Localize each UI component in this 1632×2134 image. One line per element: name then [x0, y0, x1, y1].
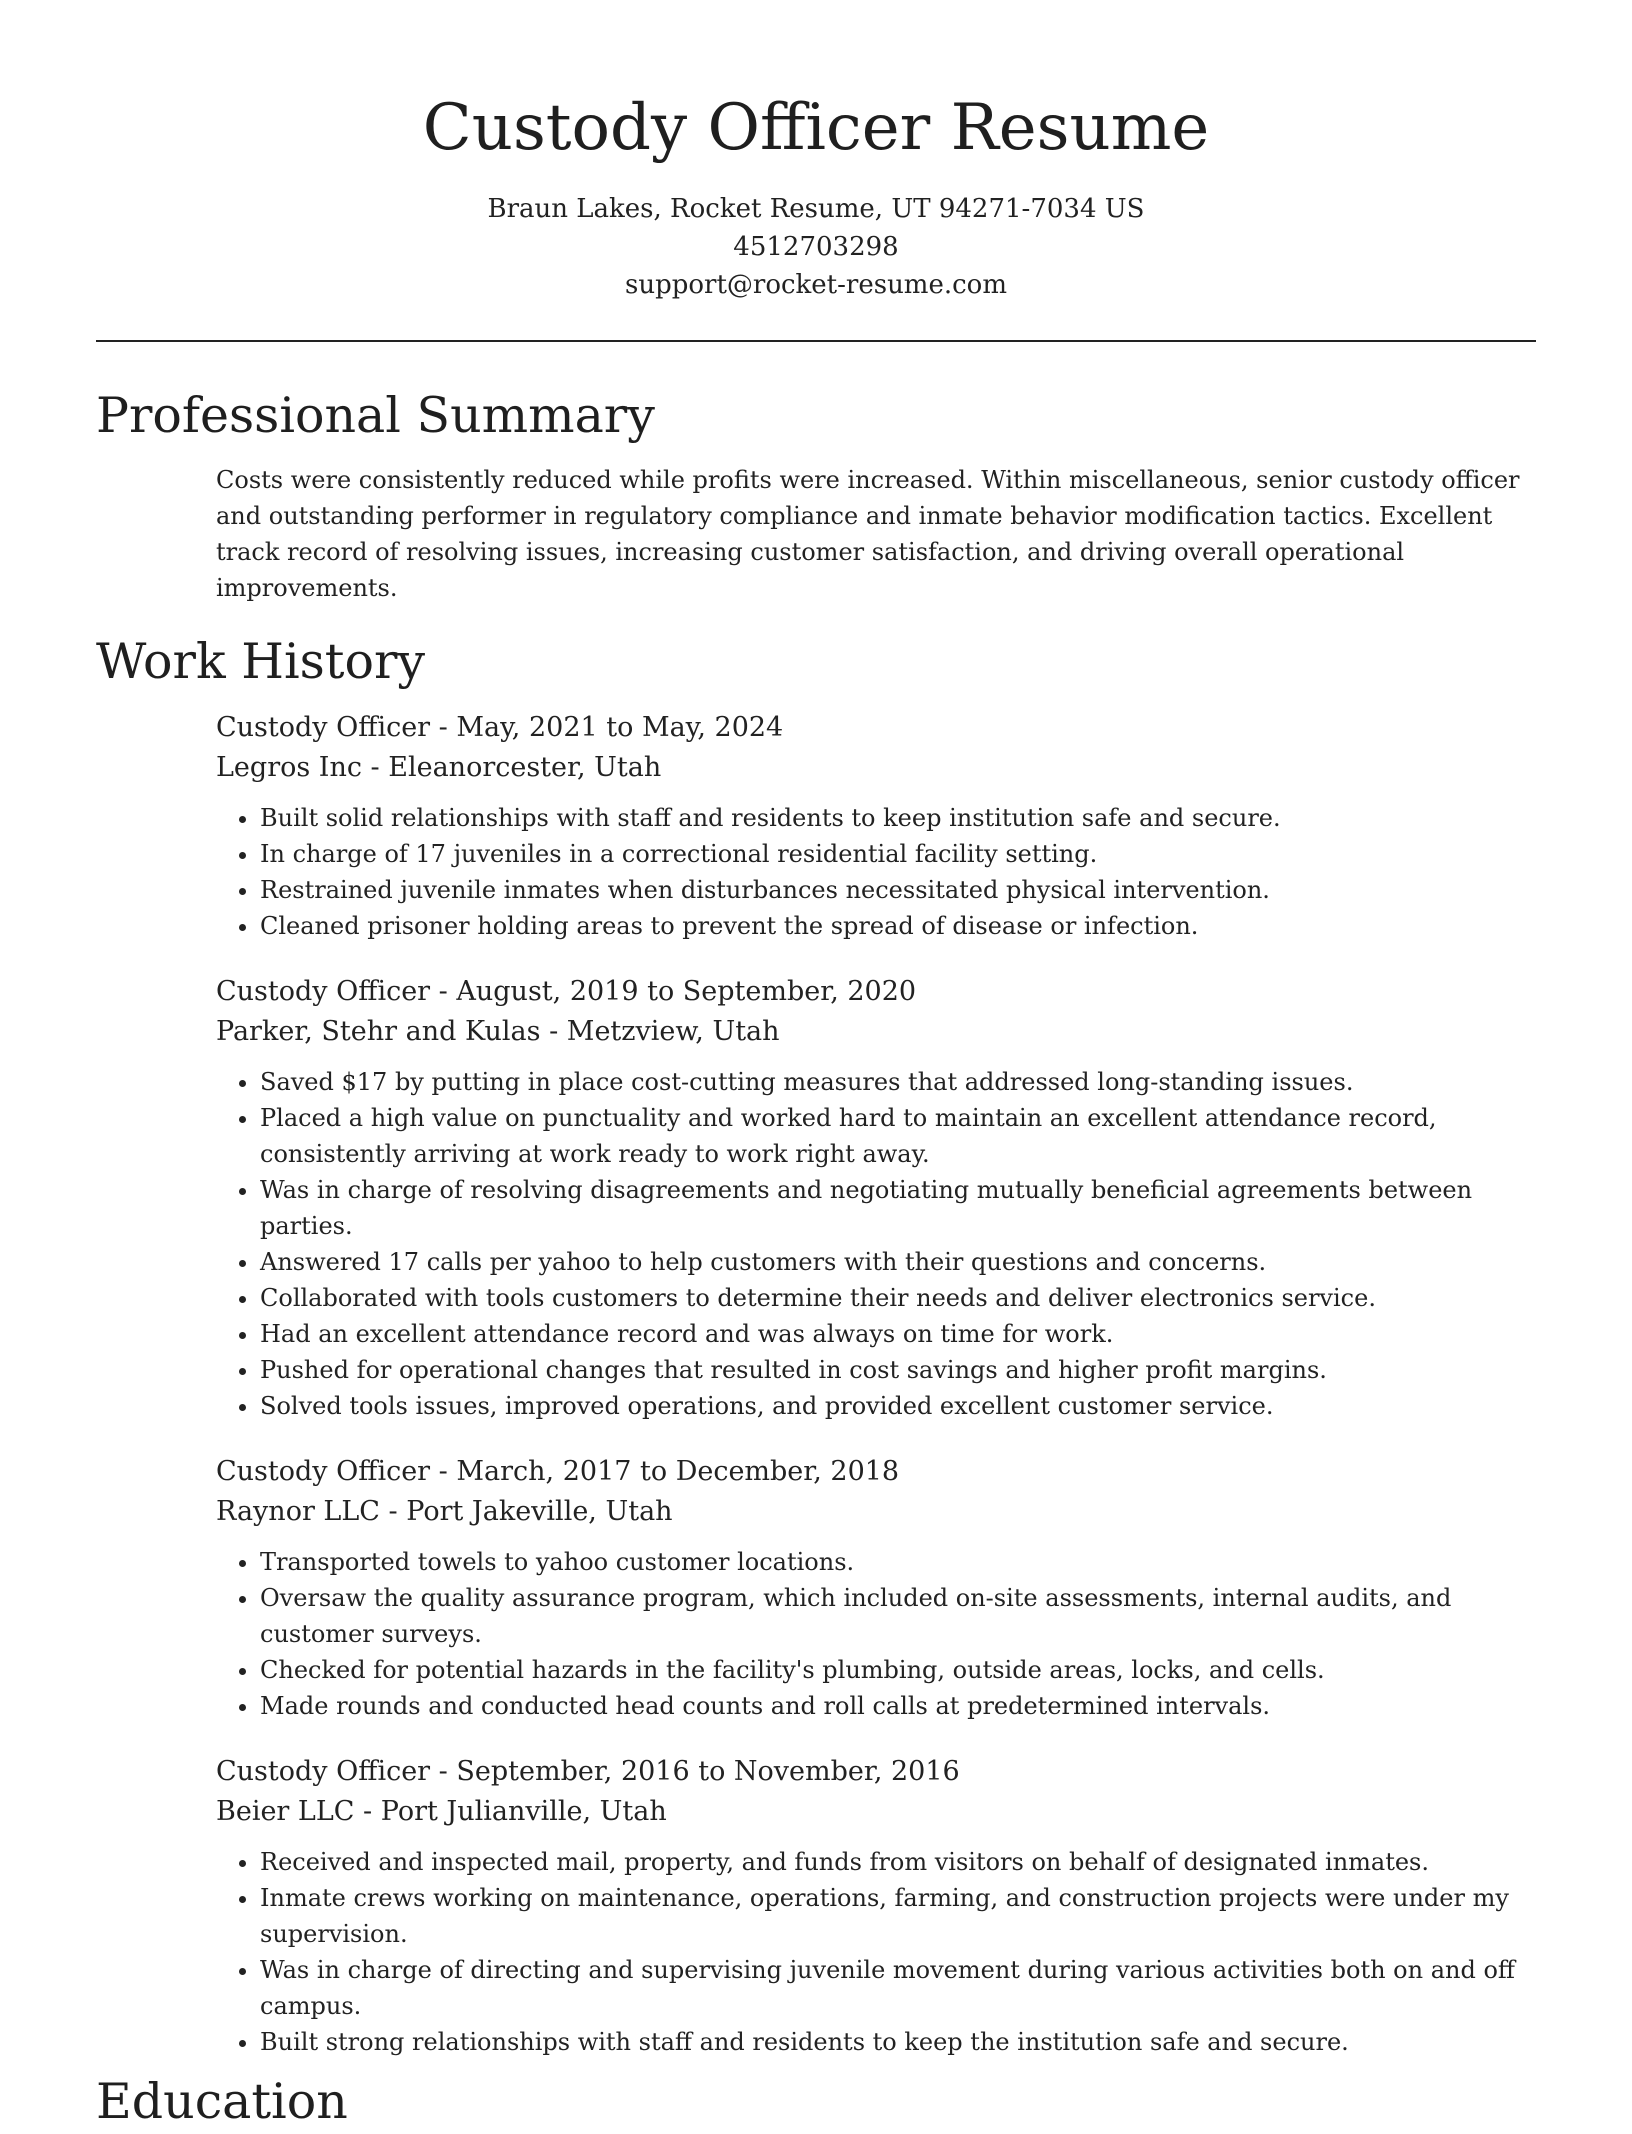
job-entry — [216, 1752, 1536, 2060]
job-title-line — [216, 708, 1536, 748]
job-location: - Port Julianville, Utah — [354, 1796, 667, 1827]
job-title-line — [216, 1452, 1536, 1492]
job-company: Beier LLC — [216, 1796, 355, 1827]
job-company: Raynor LLC — [216, 1496, 380, 1527]
job-company: Parker, Stehr and Kulas — [216, 1016, 541, 1047]
job-bullet: • Built solid relationships with staff and residents to keep institution safe and secure. — [260, 800, 1536, 836]
job-bullet: • Was in charge of directing and supervising juvenile movement during various activities both on and off campus. — [260, 1952, 1536, 2024]
job-company-line — [216, 1492, 1536, 1532]
job-bullets — [216, 1544, 1536, 1724]
work-history-heading: Work History — [96, 633, 426, 690]
job-dates: - August, 2019 to September, 2020 — [430, 976, 917, 1007]
job-bullet: • Made rounds and conducted head counts and roll calls at predetermined intervals. — [260, 1688, 1536, 1724]
job-bullet: • In charge of 17 juveniles in a correctional residential facility setting. — [260, 836, 1536, 872]
job-entry — [216, 972, 1536, 1424]
job-bullet: • Had an excellent attendance record and was always on time for work. — [260, 1316, 1536, 1352]
job-bullet: • Solved tools issues, improved operations, and provided excellent customer service. — [260, 1388, 1536, 1424]
job-title: Custody Officer — [216, 712, 431, 743]
job-bullet: • Oversaw the quality assurance program, which included on-site assessments, internal audits, and customer surveys. — [260, 1580, 1536, 1652]
job-entry — [216, 708, 1536, 944]
job-bullet: • Transported towels to yahoo customer locations. — [260, 1544, 1536, 1580]
job-bullets — [216, 1844, 1536, 2060]
job-bullet: • Collaborated with tools customers to determine their needs and deliver electronics service. — [260, 1280, 1536, 1316]
job-company-line — [216, 1792, 1536, 1832]
job-bullets — [216, 1064, 1536, 1424]
job-company-line — [216, 748, 1536, 788]
job-bullet: • Checked for potential hazards in the facility's plumbing, outside areas, locks, and cells. — [260, 1652, 1536, 1688]
job-bullets — [216, 800, 1536, 944]
job-company-line — [216, 1012, 1536, 1052]
job-bullet: • Pushed for operational changes that resulted in cost savings and higher profit margins. — [260, 1352, 1536, 1388]
job-entry — [216, 1452, 1536, 1724]
job-bullet: • Restrained juvenile inmates when disturbances necessitated physical intervention. — [260, 872, 1536, 908]
job-bullet: • Answered 17 calls per yahoo to help customers with their questions and concerns. — [260, 1244, 1536, 1280]
job-bullet: • Was in charge of resolving disagreements and negotiating mutually beneficial agreements between parties. — [260, 1172, 1536, 1244]
job-dates: - March, 2017 to December, 2018 — [430, 1456, 900, 1487]
job-bullet: • Cleaned prisoner holding areas to prevent the spread of disease or infection. — [260, 908, 1536, 944]
resume-page — [96, 0, 1536, 2060]
job-location: - Metzview, Utah — [540, 1016, 780, 1047]
job-company: Legros Inc — [216, 752, 362, 783]
job-bullet: • Inmate crews working on maintenance, operations, farming, and construction projects were under my supervision. — [260, 1880, 1536, 1952]
job-bullet: • Built strong relationships with staff and residents to keep the institution safe and secure. — [260, 2024, 1536, 2060]
job-title: Custody Officer — [216, 1456, 431, 1487]
contact-email: support@rocket-resume.com — [624, 270, 1007, 300]
job-bullet: • Received and inspected mail, property, and funds from visitors on behalf of designated inmates. — [260, 1844, 1536, 1880]
job-title-line — [216, 972, 1536, 1012]
summary-text: Costs were consistently reduced while profits were increased. Within miscellaneous, senior custody officer and outstanding performer in regulatory compliance and inmate behavior modification tactics. Excellent track record of resolving issues, increasing customer satisfaction, and driving overall operational improvements. — [216, 466, 1520, 602]
resume-title: Custody Officer Resume — [422, 91, 1210, 165]
job-title: Custody Officer — [216, 976, 431, 1007]
job-title: Custody Officer — [216, 1756, 431, 1787]
summary-heading: Professional Summary — [96, 387, 655, 444]
job-title-line — [216, 1752, 1536, 1792]
job-location: - Eleanorcester, Utah — [361, 752, 662, 783]
contact-phone: 4512703298 — [733, 232, 899, 262]
header-divider — [96, 340, 1536, 342]
job-bullet: • Placed a high value on punctuality and worked hard to maintain an excellent attendance record, consistently arriving at work ready to work right away. — [260, 1100, 1536, 1172]
job-location: - Port Jakeville, Utah — [379, 1496, 673, 1527]
job-dates: - September, 2016 to November, 2016 — [430, 1756, 960, 1787]
job-bullet: • Saved $17 by putting in place cost-cutting measures that addressed long-standing issues. — [260, 1064, 1536, 1100]
contact-address: Braun Lakes, Rocket Resume, UT 94271-7034 US — [487, 194, 1145, 224]
education-heading: Education — [96, 2073, 348, 2130]
contact-block — [96, 190, 1536, 304]
job-dates: - May, 2021 to May, 2024 — [430, 712, 784, 743]
